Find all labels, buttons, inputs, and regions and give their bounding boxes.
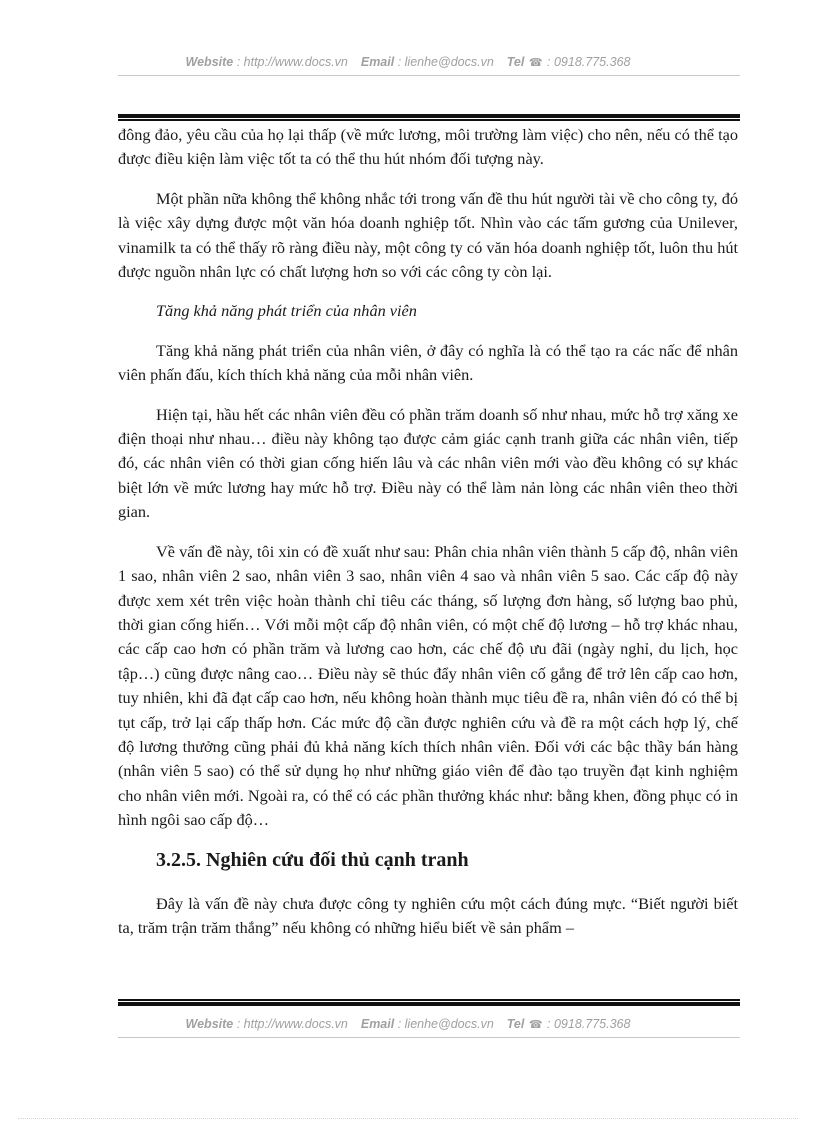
paragraph: Đây là vấn đề này chưa được công ty nghiên cứu một cách đúng mực. “Biết người biết ta, trăm trận trăm thắng” nếu không có những hiểu biết về sản phẩm – xyxy=(118,893,738,938)
header-email-value: : lienhe@docs.vn xyxy=(397,55,494,69)
footer-tel-label: Tel xyxy=(506,1017,525,1031)
footer-website-label: Website xyxy=(185,1017,234,1031)
paragraph: Về vấn đề này, tôi xin có đề xuất như sau: Phân chia nhân viên thành 5 cấp độ, nhân viên 1 sao, nhân viên 2 sao, nhân viên 3 sao, nhân viên 4 sao và nhân viên 5 sao. Các cấp độ này được xem xét trên việc hoàn thành chỉ tiêu các tháng, số lượng đơn hàng, số lượng bao phủ, thời gian cống hiến… Với mỗi một cấp độ nhân viên, có một chế độ lương – hỗ trợ khác nhau, các cấp cao hơn có phần trăm và lương cao hơn, các chế độ ưu đãi (ngày nghỉ, du lịch, học tập…) cũng được nâng cao… Điều này sẽ thúc đẩy nhân viên cố gắng để trở lên cấp cao hơn, tuy nhiên, khi đã đạt cấp cao hơn, nếu không hoàn thành mục tiêu đề ra, nhân viên đó có thể bị tụt cấp, trở lại cấp thấp hơn. Các mức độ cần được nghiên cứu và đề ra một cách hợp lý, chế độ lương thưởng cũng phải đủ khả năng kích thích nhân viên. Đối với các bậc thầy bán hàng (nhân viên 5 sao) có thể sử dụng họ như những giáo viên để đào tạo truyền đạt kinh nghiệm cho nhân viên mới. Ngoài ra, có thể có các phần thưởng khác như: bằng khen, đồng phục có in hình ngôi sao cấp độ… xyxy=(118,541,738,830)
header-tel-value: : 0918.775.368 xyxy=(547,55,631,69)
footer-website-value: : http://www.docs.vn xyxy=(236,1017,348,1031)
header-website-value: : http://www.docs.vn xyxy=(236,55,348,69)
paragraph: đông đảo, yêu cầu của họ lại thấp (về mức lương, môi trường làm việc) cho nên, nếu có thể tạo được điều kiện làm việc tốt ta có thể thu hút nhóm đối tượng này. xyxy=(118,125,738,169)
page-bottom-border xyxy=(18,1118,798,1120)
header-tel-label: Tel xyxy=(506,55,525,69)
paragraph: Một phần nữa không thể không nhắc tới trong vấn đề thu hút người tài về cho công ty, đó là việc xây dựng được một văn hóa doanh nghiệp tốt. Nhìn vào các tấm gương của Unilever, vinamilk ta có thể thấy rõ ràng điều này, một công ty có văn hóa doanh nghiệp tốt, luôn thu hút được nguồn nhân lực có chất lượng hơn so với các công ty còn lại. xyxy=(118,188,738,282)
phone-icon: ☎ xyxy=(528,57,543,69)
subheading: Tăng khả năng phát triển của nhân viên xyxy=(156,301,417,321)
paragraph: Hiện tại, hầu hết các nhân viên đều có phần trăm doanh số như nhau, mức hỗ trợ xăng xe điện thoại như nhau… điều này không tạo được cảm giác cạnh tranh giữa các nhân viên, tiếp đó, các nhân viên có thời gian cống hiến lâu và các nhân viên mới vào đều không có sự khác biệt lớn về mức lương hay mức hỗ trợ. Điều này có thể làm nản lòng các nhân viên theo thời gian. xyxy=(118,404,738,522)
footer-double-rule xyxy=(118,999,740,1006)
footer-tel-value: : 0918.775.368 xyxy=(547,1017,631,1031)
page-header xyxy=(0,55,816,69)
page-footer xyxy=(0,1017,816,1031)
header-website-label: Website xyxy=(185,55,234,69)
header-email-label: Email xyxy=(360,55,395,69)
header-double-rule xyxy=(118,114,740,121)
footer-email-value: : lienhe@docs.vn xyxy=(397,1017,494,1031)
phone-icon: ☎ xyxy=(528,1019,543,1031)
header-divider xyxy=(118,75,740,76)
paragraph: Tăng khả năng phát triển của nhân viên, ở đây có nghĩa là có thể tạo ra các nấc để nhân viên phấn đấu, kích thích khả năng của mỗi nhân viên. xyxy=(118,340,738,385)
footer-email-label: Email xyxy=(360,1017,395,1031)
section-heading: 3.2.5. Nghiên cứu đối thủ cạnh tranh xyxy=(156,848,469,871)
document-body xyxy=(118,123,738,956)
footer-divider xyxy=(118,1037,740,1038)
